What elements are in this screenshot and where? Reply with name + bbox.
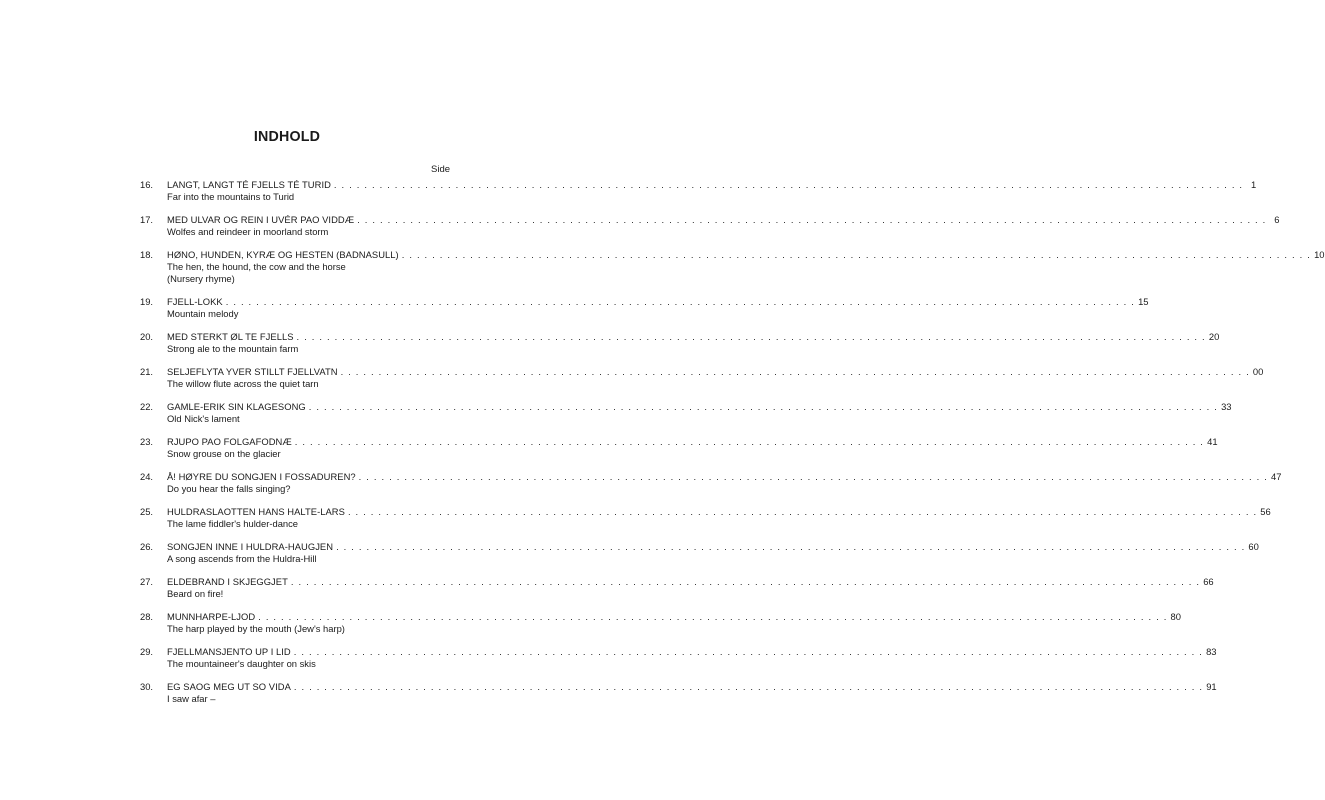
toc-entry-subtitle: Mountain melody [167,308,239,319]
toc-entry [140,401,1232,425]
dot-leader: . . . . . . . . . . . . . . . . . . . . . . . . . . . . . . . . . . . . . . . . . . . . . . . . . . . . . . . . . . . . . . . . . . . . . . . . . . . . . . . . . . . . . . . . . . . . . . . . . . . . . . . . . . . . . . . . . . . . . . . . [293,681,1204,692]
toc-entry-subtitle: A song ascends from the Huldra-Hill [167,553,317,564]
dot-leader: . . . . . . . . . . . . . . . . . . . . . . . . . . . . . . . . . . . . . . . . . . . . . . . . . . . . . . . . . . . . . . . . . . . . . . . . . . . . . . . . . . . . . . . . . . . . . . . . . . . . . . . . . . . . . . . . . . . . . . . . [296,331,1206,342]
dot-leader: . . . . . . . . . . . . . . . . . . . . . . . . . . . . . . . . . . . . . . . . . . . . . . . . . . . . . . . . . . . . . . . . . . . . . . . . . . . . . . . . . . . . . . . . . . . . . . . . . . . . . . . . . . . . . . . . . . . . . . . . [347,506,1258,517]
toc-entry [140,214,1280,238]
toc-entry-subtitle: The lame fiddler's hulder-dance [167,518,299,529]
toc-entry-number: 23. [140,436,154,447]
toc-entry [140,506,1271,530]
toc-entry-line [140,296,1149,308]
dot-leader: . . . . . . . . . . . . . . . . . . . . . . . . . . . . . . . . . . . . . . . . . . . . . . . . . . . . . . . . . . . . . . . . . . . . . . . . . . . . . . . . . . . . . . . . . . . . . . . . . . . . . . . . . . . . . . . . . . . . . . . . [225,296,1136,307]
toc-entry-title: ELDEBRAND I SKJEGGJET [167,576,288,587]
toc-entry-title: SONGJEN INNE I HULDRA-HAUGJEN [167,541,334,552]
toc-entry-title: FJELLMANSJENTO UP I LID [167,646,291,657]
toc-entry-line [140,436,1218,448]
toc-entry-title: HULDRASLAOTTEN HANS HALTE-LARS [167,506,345,517]
toc-entry [140,646,1217,670]
toc-entry-title: FJELL-LOKK [167,296,223,307]
toc-entry-page: 56 [1260,506,1271,517]
toc-entry-line [140,576,1214,588]
toc-entry-page: 20 [1208,331,1220,342]
toc-entry-line [140,681,1217,693]
toc-entry-page: 1 [1251,179,1257,190]
toc-entry-title: GAMLE-ERIK SIN KLAGESONG [167,401,306,412]
dot-leader: . . . . . . . . . . . . . . . . . . . . . . . . . . . . . . . . . . . . . . . . . . . . . . . . . . . . . . . . . . . . . . . . . . . . . . . . . . . . . . . . . . . . . . . . . . . . . . . . . . . . . . . . . . . . . . . . . . . . . . . . [358,471,1268,482]
toc-entry-subtitle: Old Nick's lament [167,413,240,424]
toc-entry-title: RJUPO PAO FOLGAFODNÆ [167,436,292,447]
toc-entry-page: 15 [1138,296,1149,307]
toc-entry [140,541,1259,565]
toc-entry-subtitle: Beard on fire! [167,588,224,599]
toc-entry-title: Å! HØYRE DU SONGJEN I FOSSADUREN? [167,471,356,482]
toc-entry-page: 80 [1170,611,1181,622]
dot-leader: . . . . . . . . . . . . . . . . . . . . . . . . . . . . . . . . . . . . . . . . . . . . . . . . . . . . . . . . . . . . . . . . . . . . . . . . . . . . . . . . . . . . . . . . . . . . . . . . . . . . . . . . . . . . . . . . . . . . . . . . [340,366,1250,377]
toc-entry-number: 28. [140,611,154,622]
page-title: INDHOLD [253,128,321,145]
toc-entry [140,249,1325,285]
toc-entry [140,366,1264,390]
dot-leader: . . . . . . . . . . . . . . . . . . . . . . . . . . . . . . . . . . . . . . . . . . . . . . . . . . . . . . . . . . . . . . . . . . . . . . . . . . . . . . . . . . . . . . . . . . . . . . . . . . . . . . . . . . . . . . . . . . . . . . . . [294,436,1205,447]
toc-entry-line [140,366,1264,378]
toc-entry-line [140,401,1232,413]
toc-entry-number: 17. [140,214,154,225]
dot-leader: . . . . . . . . . . . . . . . . . . . . . . . . . . . . . . . . . . . . . . . . . . . . . . . . . . . . . . . . . . . . . . . . . . . . . . . . . . . . . . . . . . . . . . . . . . . . . . . . . . . . . . . . . . . . . . . . . . . . . . . . [290,576,1201,587]
toc-entry-page: 10 [1314,249,1325,260]
toc-entry-line [140,611,1181,623]
toc-entry-page: 00 [1252,366,1264,377]
toc-entry-number: 21. [140,366,154,377]
dot-leader: . . . . . . . . . . . . . . . . . . . . . . . . . . . . . . . . . . . . . . . . . . . . . . . . . . . . . . . . . . . . . . . . . . . . . . . . . . . . . . . . . . . . . . . . . . . . . . . . . . . . . . . . . . . . . . . . . . . . . . . . [258,611,1168,622]
toc-entry-number: 26. [140,541,154,552]
toc-entry-line [140,214,1280,226]
toc-entry [140,471,1282,495]
toc-entry-page: 41 [1207,436,1218,447]
dot-leader: . . . . . . . . . . . . . . . . . . . . . . . . . . . . . . . . . . . . . . . . . . . . . . . . . . . . . . . . . . . . . . . . . . . . . . . . . . . . . . . . . . . . . . . . . . . . . . . . . . . . . . . . . . . . . . . . . . . . . . . . [401,249,1312,260]
toc-entry-page: 91 [1206,681,1217,692]
toc-entry-number: 30. [140,681,154,692]
toc-entry-line [140,331,1220,343]
toc-entry-line [140,506,1271,518]
toc-entry-subtitle: The harp played by the mouth (Jew's harp) [167,623,345,634]
dot-leader: . . . . . . . . . . . . . . . . . . . . . . . . . . . . . . . . . . . . . . . . . . . . . . . . . . . . . . . . . . . . . . . . . . . . . . . . . . . . . . . . . . . . . . . . . . . . . . . . . . . . . . . . . . . . . . . . . . . . . . . . [308,401,1219,412]
table-of-contents [140,179,1325,716]
toc-entry-page: 47 [1271,471,1282,482]
toc-entry-subtitle: (Nursery rhyme) [167,273,235,284]
toc-entry-number: 29. [140,646,154,657]
toc-entry-page: 66 [1203,576,1214,587]
dot-leader: . . . . . . . . . . . . . . . . . . . . . . . . . . . . . . . . . . . . . . . . . . . . . . . . . . . . . . . . . . . . . . . . . . . . . . . . . . . . . . . . . . . . . . . . . . . . . . . . . . . . . . . . . . . . . . . . . . . . . . . . [336,541,1246,552]
toc-entry-line [140,471,1282,483]
toc-entry-title: LANGT, LANGT TÉ FJELLS TÉ TURID [167,179,331,190]
toc-entry-subtitle: Far into the mountains to Turid [167,191,295,202]
toc-entry-title: MED ULVAR OG REIN I UVÉR PAO VIDDÆ [167,214,355,225]
toc-entry-page: 33 [1221,401,1232,412]
toc-entry-subtitle: I saw afar – [167,693,216,704]
toc-entry-line [140,249,1325,261]
toc-entry [140,576,1214,600]
toc-entry-page: 6 [1274,214,1280,225]
toc-entry [140,296,1149,320]
toc-entry-subtitle: The hen, the hound, the cow and the horse [167,261,346,272]
toc-entry [140,681,1217,705]
toc-entry-subtitle: Wolfes and reindeer in moorland storm [167,226,329,237]
toc-entry-page: 83 [1206,646,1217,657]
toc-entry-number: 22. [140,401,154,412]
toc-entry-number: 24. [140,471,154,482]
toc-entry-number: 27. [140,576,154,587]
toc-entry-number: 25. [140,506,154,517]
toc-entry-number: 16. [140,179,154,190]
toc-entry-line [140,541,1259,553]
toc-entry-title: EG SAOG MEG UT SO VIDA [167,681,291,692]
toc-entry-number: 19. [140,296,154,307]
toc-entry-title: MUNNHARPE-LJOD [167,611,256,622]
toc-entry-subtitle: Do you hear the falls singing? [167,483,291,494]
toc-entry-title: SELJEFLYTA YVER STILLT FJELLVATN [167,366,338,377]
dot-leader: . . . . . . . . . . . . . . . . . . . . . . . . . . . . . . . . . . . . . . . . . . . . . . . . . . . . . . . . . . . . . . . . . . . . . . . . . . . . . . . . . . . . . . . . . . . . . . . . . . . . . . . . . . . . . . . . . . . . . . . . [333,179,1244,190]
toc-entry-subtitle: The mountaineer's daughter on skis [167,658,316,669]
toc-entry-subtitle: Strong ale to the mountain farm [167,343,299,354]
toc-entry-page: 60 [1248,541,1259,552]
toc-entry-line [140,646,1217,658]
toc-entry [140,611,1181,635]
dot-leader: . . . . . . . . . . . . . . . . . . . . . . . . . . . . . . . . . . . . . . . . . . . . . . . . . . . . . . . . . . . . . . . . . . . . . . . . . . . . . . . . . . . . . . . . . . . . . . . . . . . . . . . . . . . . . . . . . . . . . . . . [293,646,1204,657]
toc-entry [140,179,1257,203]
toc-entry-title: MED STERKT ØL TE FJELLS [167,331,294,342]
toc-entry-line [140,179,1257,191]
toc-entry-number: 20. [140,331,154,342]
toc-entry-subtitle: The willow flute across the quiet tarn [167,378,319,389]
toc-entry-subtitle: Snow grouse on the glacier [167,448,281,459]
toc-entry-number: 18. [140,249,154,260]
dot-leader: . . . . . . . . . . . . . . . . . . . . . . . . . . . . . . . . . . . . . . . . . . . . . . . . . . . . . . . . . . . . . . . . . . . . . . . . . . . . . . . . . . . . . . . . . . . . . . . . . . . . . . . . . . . . . . . . . . . . . . . . [357,214,1267,225]
toc-entry [140,436,1218,460]
toc-entry [140,331,1220,355]
toc-entry-title: HØNO, HUNDEN, KYRÆ OG HESTEN (BADNASULL) [167,249,399,260]
page-column-header: Side [431,164,451,175]
